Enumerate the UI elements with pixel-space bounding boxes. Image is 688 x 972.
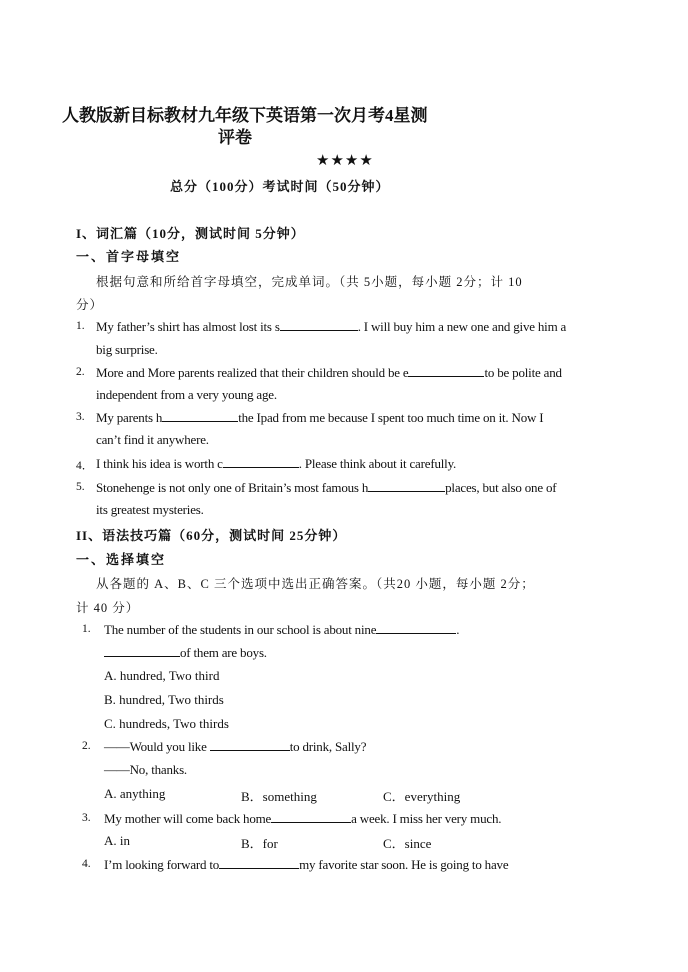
- question-line: [104, 621, 459, 638]
- question-text: My mother will come back home: [104, 811, 272, 826]
- option-a[interactable]: A. anything: [104, 786, 166, 801]
- question-text: I think his idea is worth c: [96, 456, 223, 471]
- item-number: 2.: [76, 366, 85, 378]
- question-text: Stonehenge is not only one of Britain’s most famous h: [96, 480, 369, 495]
- part2-heading: II、语法技巧篇（60分，测试时间 25分钟）: [76, 528, 347, 543]
- question-line: [96, 318, 566, 335]
- item-number: 3.: [82, 812, 91, 824]
- question-text: The number of the students in our school is about nine: [104, 622, 377, 637]
- answer-blank[interactable]: [280, 318, 358, 331]
- item-number: 3.: [76, 411, 85, 423]
- answer-blank[interactable]: [376, 621, 456, 634]
- item-number: 4．: [76, 460, 94, 472]
- answer-blank[interactable]: [162, 409, 238, 422]
- question-line: [96, 409, 543, 426]
- part1-instructions: 根据句意和所给首字母填空，完成单词。（共 5小题，每小题 2分；计 10: [96, 275, 523, 289]
- part1-subheading: 一、首字母填空: [76, 249, 182, 264]
- item-number: 1.: [76, 320, 85, 332]
- part1-heading: I、词汇篇（10分，测试时间 5分钟）: [76, 226, 305, 241]
- part2-instructions-cont: 计 40 分）: [76, 601, 140, 615]
- question-text: ——Would you like: [104, 739, 210, 754]
- option-a[interactable]: A. hundred, Two third: [104, 668, 220, 683]
- reply-line: ——No, thanks.: [104, 762, 187, 777]
- item-number: 4.: [82, 858, 91, 870]
- question-text: .: [456, 622, 460, 637]
- question-line: [96, 479, 556, 496]
- option-c[interactable]: C．since: [383, 836, 432, 851]
- answer-blank[interactable]: [219, 856, 299, 869]
- question-text: my favorite star soon. He is going to have: [299, 857, 509, 872]
- difficulty-stars: ★★★★: [316, 151, 374, 169]
- option-b[interactable]: B．something: [241, 789, 317, 804]
- answer-blank[interactable]: [223, 455, 299, 468]
- question-line: [104, 810, 501, 827]
- question-text: . Please think about it carefully.: [298, 456, 457, 471]
- option-a[interactable]: A. in: [104, 833, 130, 848]
- question-line: [104, 856, 508, 873]
- exam-title-line2: 评卷: [218, 128, 252, 147]
- item-number: 5.: [76, 481, 85, 493]
- question-line: [104, 738, 366, 755]
- question-text: . I will buy him a new one and give him a: [357, 319, 567, 334]
- question-text: My father’s shirt has almost lost its s: [96, 319, 280, 334]
- option-b[interactable]: B．for: [241, 836, 278, 851]
- question-text-cont: its greatest mysteries.: [96, 502, 204, 517]
- question-text: My parents h: [96, 410, 163, 425]
- item-number: 2.: [82, 740, 91, 752]
- answer-blank[interactable]: [210, 738, 290, 751]
- question-line: [96, 455, 456, 472]
- question-text-cont: independent from a very young age.: [96, 387, 277, 402]
- question-text: the Ipad from me because I spent too much time on it. Now I: [238, 410, 544, 425]
- option-b[interactable]: B. hundred, Two thirds: [104, 692, 224, 707]
- item-number: 1.: [82, 623, 91, 635]
- question-text-cont: can’t find it anywhere.: [96, 432, 209, 447]
- option-c[interactable]: C. hundreds, Two thirds: [104, 716, 229, 731]
- question-text: More and More parents realized that their children should be e: [96, 365, 409, 380]
- part1-instructions-cont: 分）: [76, 298, 104, 312]
- answer-blank[interactable]: [408, 364, 484, 377]
- question-text: a week. I miss her very much.: [351, 811, 502, 826]
- question-line: [104, 644, 267, 661]
- question-text: places, but also one of: [445, 480, 557, 495]
- question-text: to be polite and: [484, 365, 562, 380]
- answer-blank[interactable]: [104, 644, 180, 657]
- question-line: [96, 364, 562, 381]
- exam-title-line1: 人教版新目标教材九年级下英语第一次月考4星测: [62, 106, 428, 125]
- question-text: of them are boys.: [180, 645, 267, 660]
- part2-subheading: 一、选择填空: [76, 552, 167, 567]
- question-text: to drink, Sally?: [289, 739, 367, 754]
- question-text-cont: big surprise.: [96, 342, 158, 357]
- score-and-time: 总分（100分）考试时间（50分钟）: [170, 179, 390, 194]
- answer-blank[interactable]: [271, 810, 351, 823]
- question-text: I’m looking forward to: [104, 857, 220, 872]
- answer-blank[interactable]: [368, 479, 445, 492]
- option-c[interactable]: C．everything: [383, 789, 461, 804]
- part2-instructions: 从各题的 A、B、C 三个选项中选出正确答案。（共20 小题，每小题 2分；: [96, 577, 535, 591]
